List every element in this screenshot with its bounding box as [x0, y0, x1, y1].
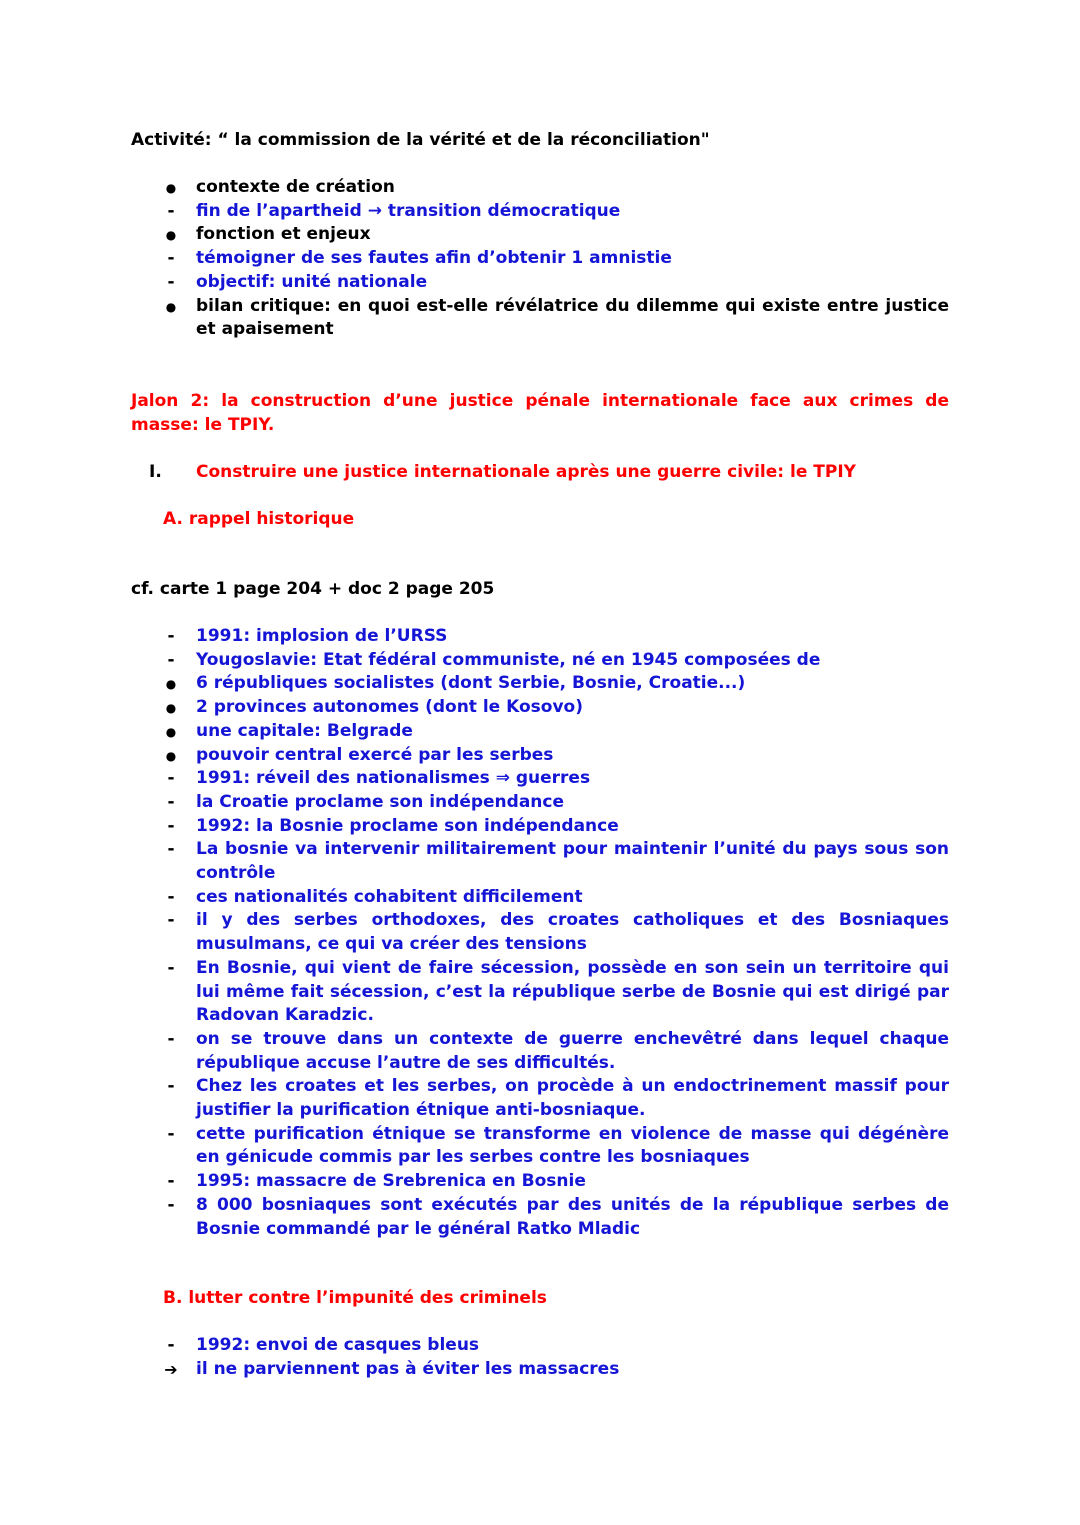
history-item: [131, 625, 949, 649]
section-I-number: I.: [149, 462, 162, 482]
history-item: [131, 767, 949, 791]
history-item: [131, 672, 949, 696]
dash-bullet-icon: [164, 1194, 178, 1218]
history-item-text: Chez les croates et les serbes, on procède à un endoctrinement massif pour justifier la purification étnique anti-bosniaque.: [196, 1076, 949, 1121]
history-item: [131, 1123, 949, 1170]
dash-bullet-icon: [164, 1075, 178, 1099]
history-item: [131, 886, 949, 910]
history-item-text: 1992: la Bosnie proclame son indépendance: [196, 815, 619, 836]
history-item: [131, 744, 949, 768]
dash-bullet-icon: [164, 625, 178, 649]
history-item: [131, 1170, 949, 1194]
dash-bullet-icon: [164, 909, 178, 933]
history-item-text: 1995: massacre de Srebrenica en Bosnie: [196, 1171, 586, 1192]
dash-bullet-icon: [164, 271, 178, 295]
dot-bullet-icon: [164, 176, 178, 201]
activity-item-text: fonction et enjeux: [196, 224, 371, 245]
impunity-item: [131, 1334, 949, 1358]
history-item-text: La bosnie va intervenir militairement pour maintenir l’unité du pays sous son contrôle: [196, 839, 949, 884]
activity-item-text: fin de l’apartheid → transition démocratique: [196, 200, 621, 221]
dash-bullet-icon: [164, 767, 178, 791]
activity-item: [131, 271, 949, 295]
history-item: [131, 815, 949, 839]
activity-item: [131, 176, 949, 200]
history-list: [131, 625, 949, 1241]
dot-bullet-icon: [164, 223, 178, 248]
subsection-B-title: B. lutter contre l’impunité des criminels: [163, 1288, 547, 1308]
history-item-text: En Bosnie, qui vient de faire sécession, possède en son sein un territoire qui lui même fait sécession, c’est la république serbe de Bosnie qui est dirigé par Radovan Karadzic.: [196, 957, 949, 1026]
dash-bullet-icon: [164, 247, 178, 271]
activity-item-text: bilan critique: en quoi est-elle révélatrice du dilemme qui existe entre justice et apaisement: [196, 295, 949, 340]
dot-bullet-icon: [164, 720, 178, 745]
activity-item: [131, 200, 949, 224]
history-item-text: 1991: implosion de l’URSS: [196, 626, 448, 646]
history-item-text: pouvoir central exercé par les serbes: [196, 744, 554, 765]
history-item: [131, 957, 949, 1028]
activity-item: [131, 295, 949, 342]
dash-bullet-icon: [164, 1334, 178, 1358]
history-item: [131, 838, 949, 885]
history-item: [131, 649, 949, 673]
activity-item: [131, 223, 949, 247]
history-item-text: la Croatie proclame son indépendance: [196, 791, 564, 812]
history-item-text: 2 provinces autonomes (dont le Kosovo): [196, 697, 583, 718]
history-item-text: cette purification étnique se transforme en violence de masse qui dégénère en génicude commis par les serbes contre les bosniaques: [196, 1123, 949, 1168]
activity-list: [131, 176, 949, 342]
dot-bullet-icon: [164, 672, 178, 697]
arrow-bullet-icon: [164, 1358, 178, 1383]
history-item: [131, 1194, 949, 1241]
section-I-title: Construire une justice internationale après une guerre civile: le TPIY: [196, 462, 856, 482]
dash-bullet-icon: [164, 815, 178, 839]
activity-item-text: contexte de création: [196, 177, 395, 197]
jalon-title: Jalon 2: la construction d’une justice pénale internationale face aux crimes de masse: le TPIY.: [131, 391, 949, 435]
history-item-text: Yougoslavie: Etat fédéral communiste, né en 1945 composées de: [196, 649, 821, 670]
activity-title: Activité: “ la commission de la vérité et de la réconciliation": [131, 130, 710, 150]
history-item-text: 1991: réveil des nationalismes ⇒ guerres: [196, 768, 591, 789]
impunity-item-text: il ne parviennent pas à éviter les massacres: [196, 1358, 620, 1379]
history-item: [131, 791, 949, 815]
activity-item-text: témoigner de ses fautes afin d’obtenir 1 amnistie: [196, 248, 672, 269]
history-item-text: une capitale: Belgrade: [196, 720, 413, 741]
dash-bullet-icon: [164, 1028, 178, 1052]
dot-bullet-icon: [164, 696, 178, 721]
dot-bullet-icon: [164, 295, 178, 320]
reference-line: cf. carte 1 page 204 + doc 2 page 205: [131, 579, 495, 599]
dot-bullet-icon: [164, 744, 178, 769]
history-item-text: ces nationalités cohabitent difficilement: [196, 886, 583, 907]
dash-bullet-icon: [164, 957, 178, 981]
dash-bullet-icon: [164, 1170, 178, 1194]
history-item-text: il y des serbes orthodoxes, des croates catholiques et des Bosniaques musulmans, ce qui va créer des tensions: [196, 910, 949, 955]
dash-bullet-icon: [164, 649, 178, 673]
dash-bullet-icon: [164, 838, 178, 862]
impunity-item-text: 1992: envoi de casques bleus: [196, 1335, 480, 1355]
history-item-text: 8 000 bosniaques sont exécutés par des unités de la république serbes de Bosnie commandé par le général Ratko Mladic: [196, 1194, 949, 1239]
history-item: [131, 696, 949, 720]
activity-item: [131, 247, 949, 271]
impunity-item: [131, 1358, 949, 1382]
dash-bullet-icon: [164, 1123, 178, 1147]
history-item: [131, 720, 949, 744]
history-item-text: on se trouve dans un contexte de guerre enchevêtré dans lequel chaque république accuse l’autre de ses difficultés.: [196, 1028, 949, 1073]
history-item: [131, 909, 949, 956]
dash-bullet-icon: [164, 791, 178, 815]
impunity-list: [131, 1334, 949, 1381]
activity-item-text: objectif: unité nationale: [196, 271, 428, 292]
history-item-text: 6 républiques socialistes (dont Serbie, Bosnie, Croatie...): [196, 673, 746, 694]
subsection-A-title: A. rappel historique: [163, 509, 355, 529]
dash-bullet-icon: [164, 886, 178, 910]
history-item: [131, 1028, 949, 1075]
history-item: [131, 1075, 949, 1122]
dash-bullet-icon: [164, 200, 178, 224]
